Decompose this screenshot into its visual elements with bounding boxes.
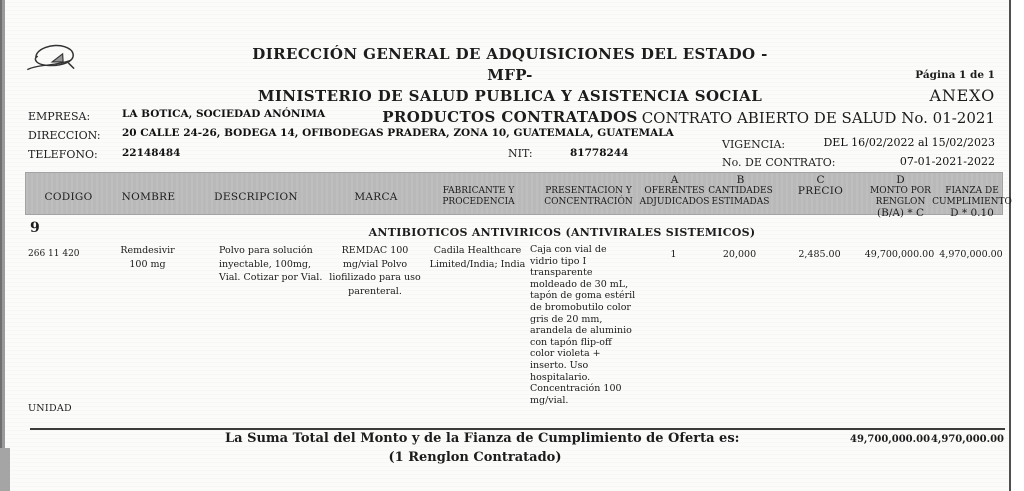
cell-descripcion: Polvo para solución inyectable, 100mg, Vial. Cotizar por Vial. [219, 245, 323, 283]
totals-summary-text: La Suma Total del Monto y de la Fianza de Cumplimiento de Oferta es: [225, 431, 740, 446]
column-header-descripcion [186, 173, 326, 221]
contract-heading: CONTRATO ABIERTO DE SALUD No. 01-2021 [641, 109, 995, 127]
totals-divider-line [30, 428, 1005, 430]
section-title: ANTIBIOTICOS ANTIVIRICOS (ANTIVIRALES SISTEMICOS) [368, 226, 756, 239]
column-header-label: CODIGO [44, 190, 93, 203]
column-header-label: OFERENTES ADJUDICADOS [639, 186, 710, 207]
totals-fianza-value: 4,970,000.00 [930, 434, 1005, 445]
column-letter: B [736, 174, 745, 186]
column-header-oferentes [639, 173, 710, 221]
signature-scribble-icon [26, 40, 84, 86]
title-line-3: PRODUCTOS CONTRATADOS [382, 108, 638, 126]
page-right-margin [1011, 0, 1024, 491]
column-header-fabricante [426, 173, 531, 221]
column-letter: D [896, 174, 905, 186]
cell-fianza: 4,970,000.00 [939, 249, 1003, 260]
table-row [25, 240, 1003, 406]
column-header-monto [863, 173, 938, 221]
nit-label: NIT: [508, 147, 533, 160]
column-letter: A [670, 174, 679, 186]
vigencia-value: DEL 16/02/2022 al 15/02/2023 [823, 136, 995, 149]
column-formula: D * 0.10 [950, 207, 994, 219]
vigencia-label: VIGENCIA: [722, 138, 786, 151]
title-line-2: MINISTERIO DE SALUD PUBLICA Y ASISTENCIA SOCIAL [257, 87, 763, 105]
telefono-value: 22148484 [122, 147, 181, 159]
empresa-value: LA BOTICA, SOCIEDAD ANÓNIMA [122, 108, 326, 120]
direccion-value: 20 CALLE 24-26, BODEGA 14, OFIBODEGAS PRADERA, ZONA 10, GUATEMALA, GUATEMALA [122, 127, 674, 139]
column-header-label: NOMBRE [121, 190, 176, 203]
empresa-label: EMPRESA: [28, 110, 91, 123]
column-header-label: FIANZA DE CUMPLIMIENTO [932, 186, 1012, 207]
cell-cantidades: 20,000 [722, 249, 757, 260]
totals-renglon-count: (1 Renglon Contratado) [388, 450, 562, 465]
column-header-codigo [26, 173, 111, 221]
page-indicator: Página 1 de 1 [915, 69, 995, 81]
column-header-presentacion [531, 173, 646, 221]
cell-nombre: Remdesivir 100 mg [120, 245, 175, 270]
column-formula: (B/A) * C [877, 207, 924, 219]
column-header-nombre [111, 173, 186, 221]
column-header-label: DESCRIPCION [214, 190, 298, 203]
column-header-label: MARCA [354, 190, 398, 203]
cell-fabricante: Cadila Healthcare Limited/India; India [429, 245, 526, 270]
numero-contrato-value: 07-01-2021-2022 [899, 155, 995, 168]
cell-marca: REMDAC 100 mg/vial Polvo liofilizado para uso parenteral. [329, 245, 421, 297]
nit-value: 81778244 [570, 147, 629, 159]
table-header-row [25, 172, 1012, 219]
column-header-label: MONTO POR RENGLON [870, 186, 931, 207]
column-header-label: PRESENTACION Y CONCENTRACIÓN [544, 186, 633, 207]
section-number: 9 [30, 220, 40, 236]
page-left-edge [0, 0, 5, 491]
column-header-fianza [932, 173, 1012, 221]
telefono-label: TELEFONO: [28, 148, 98, 161]
cell-oferentes: 1 [670, 249, 677, 260]
cell-codigo: 266 11 420 [28, 249, 80, 259]
unidad-label: UNIDAD [28, 403, 72, 414]
column-header-precio [778, 173, 863, 221]
column-header-cantidades [703, 173, 778, 221]
direccion-label: DIRECCION: [28, 129, 101, 142]
cell-monto: 49,700,000.00 [864, 249, 935, 260]
page-left-edge-shadow [0, 448, 10, 491]
totals-monto-value: 49,700,000.00 [850, 434, 931, 445]
column-letter: C [816, 174, 825, 186]
cell-precio: 2,485.00 [798, 249, 841, 260]
cell-presentacion: Caja con vial de vidrio tipo I transparente moldeado de 30 mL, tapón de goma estéril de bromobutilo color gris de 20 mm, arandela de aluminio con tapón flip-off color violeta + inserto. Uso hospitalario. Concentración 100 mg/vial. [530, 244, 636, 406]
title-line-1: DIRECCIÓN GENERAL DE ADQUISICIONES DEL ESTADO -MFP- [252, 45, 768, 84]
numero-contrato-label: No. DE CONTRATO: [722, 156, 836, 169]
column-header-marca [326, 173, 426, 221]
column-header-label: PRECIO [797, 185, 844, 197]
column-header-label: CANTIDADES ESTIMADAS [708, 186, 773, 207]
annex-label: ANEXO [929, 86, 995, 105]
column-header-label: FABRICANTE Y PROCEDENCIA [442, 186, 515, 207]
